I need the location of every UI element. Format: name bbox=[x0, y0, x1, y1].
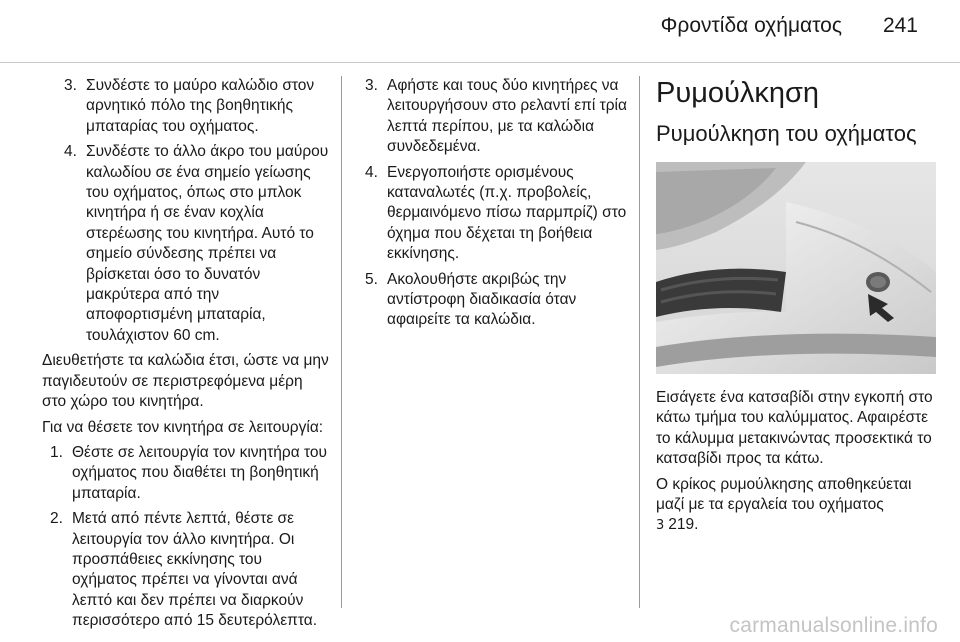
list-item bbox=[42, 76, 330, 137]
list-item bbox=[42, 509, 330, 631]
step-text: Ακολουθήστε ακριβώς την αντίστροφη διαδικασία όταν αφαιρείτε τα καλώδια. bbox=[387, 270, 577, 329]
left-column bbox=[42, 76, 330, 637]
continue-steps-list bbox=[357, 76, 627, 331]
step-number: 5. bbox=[365, 270, 378, 288]
step-text: Αφήστε και τους δύο κινητήρες να λειτουργήσουν στο ρελαντί επί τρία λεπτά περίπου, με τα καλώδια συνδεδεμένα. bbox=[387, 77, 627, 156]
start-steps-list bbox=[42, 443, 330, 632]
step-number: 4. bbox=[365, 163, 378, 181]
page-header bbox=[0, 0, 960, 62]
step-number: 1. bbox=[50, 443, 63, 461]
connection-steps-list bbox=[42, 76, 330, 346]
column-divider-right bbox=[639, 76, 640, 608]
step-number: 2. bbox=[50, 510, 63, 528]
list-item bbox=[357, 270, 627, 331]
step-number: 3. bbox=[64, 77, 77, 94]
watermark: carmanualsonline.info bbox=[729, 614, 938, 637]
towing-cover-illustration bbox=[656, 162, 936, 374]
list-item bbox=[42, 142, 330, 346]
middle-column bbox=[357, 76, 627, 336]
list-item bbox=[357, 76, 627, 158]
step-text: Συνδέστε το άλλο άκρο του μαύρου καλωδίου σε ένα σημείο γείωσης του οχήματος, όπως στο μπλοκ κινητήρα ή σε έναν κοχλία στερέωσης του κινητήρα. Αυτό το σημείο σύνδεσης πρέπει να βρίσκεται όσο το δυνατόν μακρύτερα από την αποφορτισμένη μπαταρία, τουλάχιστον 60 cm. bbox=[86, 143, 329, 344]
section-heading: Ρυμούλκηση bbox=[656, 77, 820, 109]
page-reference-icon: 3 bbox=[656, 518, 665, 534]
list-item bbox=[357, 163, 627, 265]
tow-eye-storage-text: Ο κρίκος ρυμούλκησης αποθηκεύεται μαζί με τα εργαλεία του οχήματος bbox=[656, 475, 912, 514]
column-divider-left bbox=[341, 76, 342, 608]
step-text: Θέστε σε λειτουργία τον κινητήρα του οχήματος που διαθέτει τη βοηθητική μπαταρία. bbox=[72, 443, 328, 502]
page-number: 241 bbox=[882, 14, 918, 37]
header-divider bbox=[0, 62, 960, 63]
step-text: Ενεργοποιήστε ορισμένους καταναλωτές (π.χ. προβολείς, θερμαινόμενο πίσω παρμπρίζ) στο όχημα που δέχεται τη βοήθεια εκκίνησης. bbox=[387, 163, 627, 263]
subsection-heading: Ρυμούλκηση του οχήματος bbox=[656, 121, 917, 146]
step-number: 3. bbox=[365, 77, 378, 94]
page-reference-link[interactable]: 219. bbox=[668, 516, 699, 534]
tow-eye-storage-paragraph bbox=[656, 475, 936, 537]
list-item bbox=[42, 443, 330, 504]
section-title: Φροντίδα οχήματος bbox=[660, 14, 842, 37]
right-column bbox=[656, 76, 936, 542]
step-text: Συνδέστε το μαύρο καλώδιο στον αρνητικό πόλο της βοηθητικής μπαταρίας του οχήματος. bbox=[86, 77, 315, 135]
cable-routing-paragraph: Διευθετήστε τα καλώδια έτσι, ώστε να μην παγιδευτούν σε περιστρεφόμενα μέρη στο χώρο του κινητήρα. bbox=[42, 352, 329, 411]
start-engine-intro: Για να θέσετε τον κινητήρα σε λειτουργία: bbox=[42, 418, 324, 436]
cover-removal-paragraph: Εισάγετε ένα κατσαβίδι στην εγκοπή στο κάτω τμήμα του καλύμματος. Αφαιρέστε το κάλυμμα μετακινώντας προσεκτικά το κατσαβίδι προς τα κάτω. bbox=[656, 389, 933, 468]
step-number: 4. bbox=[64, 143, 77, 161]
step-text: Μετά από πέντε λεπτά, θέστε σε λειτουργία τον άλλο κινητήρα. Οι προσπάθειες εκκίνησης του οχήματος πρέπει να γίνονται ανά λεπτό και δεν πρέπει να διαρκούν περισσότερο από 15 δευτερόλεπτα. bbox=[72, 510, 318, 630]
